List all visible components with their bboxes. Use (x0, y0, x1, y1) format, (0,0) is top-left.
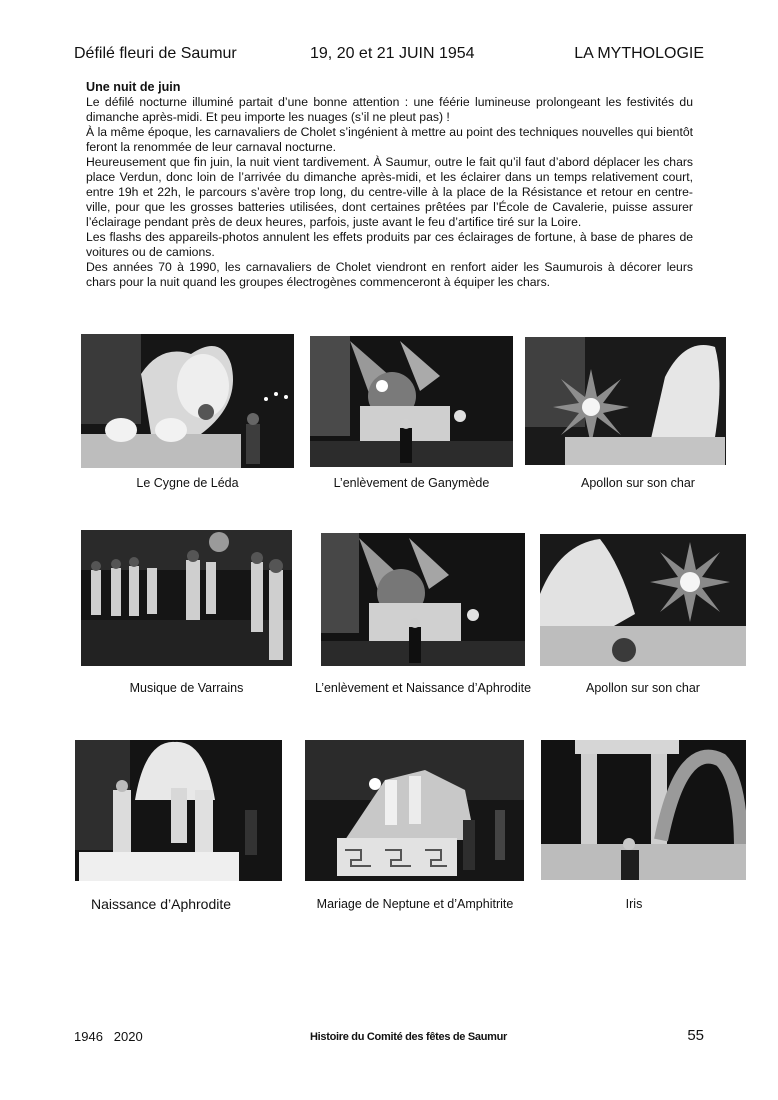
article-heading: Une nuit de juin (86, 80, 181, 94)
photo-apollon-char-1 (525, 337, 726, 465)
photo-cygne-de-leda (81, 334, 294, 468)
photo-caption: Le Cygne de Léda (136, 476, 239, 490)
photo-caption: Naissance d’Aphrodite (90, 896, 232, 912)
photo-enlevement-aphrodite (321, 533, 525, 666)
photo-caption: Mariage de Neptune et d’Amphitrite (316, 897, 514, 911)
footer-years: 1946 2020 (74, 1029, 143, 1044)
header-theme: LA MYTHOLOGIE (574, 45, 704, 62)
article-paragraph: Heureusement que fin juin, la nuit vient tardivement. À Saumur, outre le fait qu’il faut d’abord déplacer les chars place Verdun, donc loin de l’arrivée du dimanche après-midi, et les éclairer dans un temps relativement court, entre 19h et 22h, le parcours s’avère trop long, du centre-ville à la place de la Résistance et retour en centre-ville, pour que les grosses batteries utilisées, dont certaines prêtées par l’École de Cavalerie, puisse assurer l’éclairage pendant près de deux heures, parfois, juste avant le feu d’artifice tiré sur la Loire. (86, 155, 693, 229)
photo-iris (541, 740, 746, 880)
article-paragraph: Des années 70 à 1990, les carnavaliers de Cholet viendront en renfort aider les Saumurois à décorer leurs chars pour la nuit quand les groupes électrogènes commenceront à équiper les chars. (86, 260, 693, 289)
photo-caption: Apollon sur son char (586, 681, 700, 695)
photo-apollon-char-2 (540, 534, 746, 666)
photo-mariage-neptune (305, 740, 524, 881)
photo-caption: L’enlèvement et Naissance d’Aphrodite (314, 681, 532, 695)
article-paragraph: Les flashs des appareils-photos annulent les effets produits par ces éclairages de fortune, à base de phares de voitures ou de camions. (86, 230, 693, 259)
article-paragraph: À la même époque, les carnavaliers de Cholet s’ingénient à mettre au point des techniques nouvelles qui bientôt feront la renommée de leur carnaval nocturne. (86, 125, 693, 154)
photo-caption: Musique de Varrains (129, 681, 244, 695)
photo-caption: Apollon sur son char (581, 476, 695, 490)
header-dates: 19, 20 et 21 JUIN 1954 (310, 45, 475, 62)
photo-naissance-aphrodite (75, 740, 282, 881)
photo-musique-varrains (81, 530, 292, 666)
photo-caption: Iris (625, 897, 643, 911)
page-number: 55 (687, 1027, 704, 1044)
photo-enlevement-ganymede (310, 336, 513, 467)
footer-book-title: Histoire du Comité des fêtes de Saumur (310, 1031, 508, 1043)
photo-caption: L’enlèvement de Ganymède (333, 476, 490, 490)
article-body (86, 80, 693, 290)
article-paragraph: Le défilé nocturne illuminé partait d’une bonne attention : une féérie lumineuse prolongeant les festivités du dimanche après-midi. Et peu importe les nuages (s’il ne pleut pas) ! (86, 95, 693, 124)
header-left-title: Défilé fleuri de Saumur (74, 45, 237, 62)
